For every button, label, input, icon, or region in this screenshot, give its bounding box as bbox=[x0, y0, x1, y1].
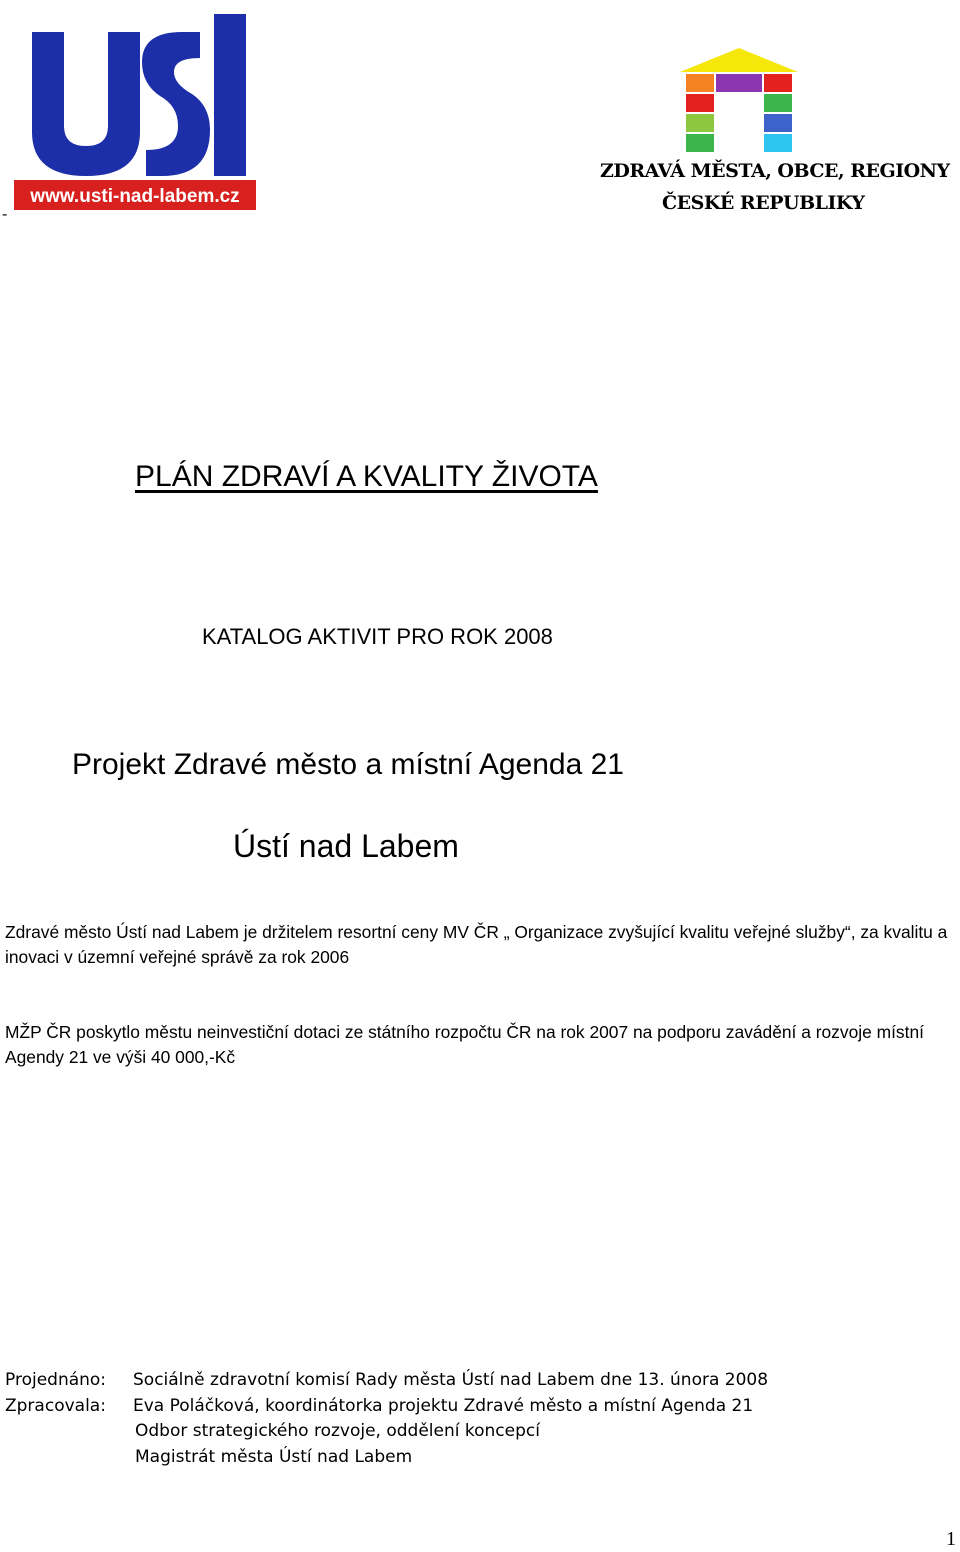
document-footer bbox=[5, 1368, 768, 1470]
prepared-label: Zpracovala: bbox=[5, 1395, 106, 1416]
page-number: 1 bbox=[946, 1528, 956, 1550]
department-text: Odbor strategického rozvoje, oddělení koncepcí bbox=[135, 1421, 540, 1441]
document-title: PLÁN ZDRAVÍ A KVALITY ŽIVOTA bbox=[135, 460, 598, 493]
prepared-value: Eva Poláčková, koordinátorka projektu Zdravé město a místní Agenda 21 bbox=[133, 1395, 754, 1416]
award-paragraph: Zdravé město Ústí nad Labem je držitelem resortní ceny MV ČR „ Organizace zvyšující kvalitu veřejné služby“, za kvalitu a inovaci v územní veřejné správě za rok 2006 bbox=[5, 922, 948, 967]
document-subtitle: KATALOG AKTIVIT PRO ROK 2008 bbox=[202, 624, 553, 649]
zdrava-mesta-logo-line2: ČESKÉ REPUBLIKY bbox=[662, 192, 865, 214]
footer-dept-row bbox=[5, 1419, 768, 1445]
office-text: Magistrát města Ústí nad Labem bbox=[135, 1446, 413, 1467]
house-arch-icon bbox=[680, 48, 798, 154]
grant-paragraph: MŽP ČR poskytlo městu neinvestiční dotaci ze státního rozpočtu ČR na rok 2007 na podporu zavádění a rozvoje místní Agendy 21 ve výši 40 000,-Kč bbox=[5, 1022, 924, 1067]
logo-url-text: www.usti-nad-labem.cz bbox=[30, 186, 240, 207]
footer-prepared-row bbox=[5, 1394, 768, 1420]
project-heading: Projekt Zdravé město a místní Agenda 21 bbox=[72, 748, 624, 781]
discussed-label: Projednáno: bbox=[5, 1370, 107, 1390]
discussed-value: Sociálně zdravotní komisí Rady města Ústí nad Labem dne 13. února 2008 bbox=[133, 1370, 769, 1390]
footer-discussed-row bbox=[5, 1368, 768, 1394]
dash-mark: - bbox=[2, 206, 8, 223]
usti-nad-labem-logo bbox=[14, 14, 256, 210]
city-heading: Ústí nad Labem bbox=[233, 828, 459, 864]
zdrava-mesta-logo-mark bbox=[680, 48, 798, 154]
usti-logo-graphic bbox=[14, 14, 256, 210]
footer-office-row bbox=[5, 1445, 768, 1471]
zdrava-mesta-logo-line1: ZDRAVÁ MĚSTA, OBCE, REGIONY bbox=[600, 160, 950, 182]
